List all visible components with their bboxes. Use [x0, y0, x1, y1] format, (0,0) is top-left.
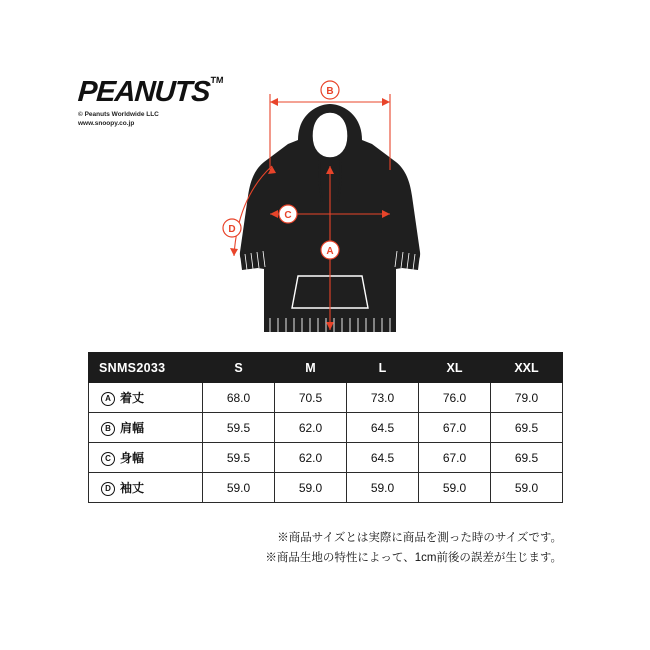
row-label-mihaba: [89, 443, 203, 473]
cell-d-xxl: 59.0: [491, 473, 563, 503]
trademark-mark: TM: [210, 75, 224, 85]
table-row: [89, 383, 563, 413]
table-header-row: [89, 353, 563, 383]
cell-c-m: 62.0: [275, 443, 347, 473]
row-label-text: 着丈: [120, 391, 145, 405]
product-code-cell: SNMS2033: [89, 353, 203, 383]
marker-b-icon: B: [101, 422, 115, 436]
cell-a-xxl: 79.0: [491, 383, 563, 413]
marker-a: [321, 241, 339, 259]
peanuts-logo: [76, 75, 224, 108]
row-label-text: 袖丈: [120, 481, 145, 495]
row-label-kitake: [89, 383, 203, 413]
cell-a-s: 68.0: [203, 383, 275, 413]
cell-d-m: 59.0: [275, 473, 347, 503]
cell-a-m: 70.5: [275, 383, 347, 413]
copyright-text: © Peanuts Worldwide LLC: [78, 111, 159, 118]
brand-block: [76, 75, 224, 129]
row-label-katahaba: [89, 413, 203, 443]
size-header-l: L: [347, 353, 419, 383]
cell-b-s: 59.5: [203, 413, 275, 443]
table-row: [89, 443, 563, 473]
note-line-1: ※商品サイズとは実際に商品を測った時のサイズです。: [277, 532, 562, 544]
cell-c-xl: 67.0: [419, 443, 491, 473]
cell-d-l: 59.0: [347, 473, 419, 503]
svg-text:D: D: [228, 224, 236, 235]
svg-text:C: C: [284, 210, 292, 221]
row-label-text: 肩幅: [120, 421, 145, 435]
marker-d-icon: D: [101, 482, 115, 496]
size-table: [88, 352, 563, 503]
cell-b-l: 64.5: [347, 413, 419, 443]
size-header-xl: XL: [419, 353, 491, 383]
brand-url-text: www.snoopy.co.jp: [78, 120, 135, 128]
cell-d-xl: 59.0: [419, 473, 491, 503]
cell-b-xl: 67.0: [419, 413, 491, 443]
marker-c-icon: C: [101, 452, 115, 466]
cell-a-l: 73.0: [347, 383, 419, 413]
notes-block: [142, 528, 562, 568]
svg-text:A: A: [326, 246, 334, 257]
cell-c-l: 64.5: [347, 443, 419, 473]
size-header-m: M: [275, 353, 347, 383]
row-label-sodetake: [89, 473, 203, 503]
size-table-wrapper: [88, 352, 562, 503]
table-row: [89, 473, 563, 503]
cell-c-s: 59.5: [203, 443, 275, 473]
row-label-text: 身幅: [120, 451, 145, 465]
hoodie-diagram: [200, 70, 460, 350]
brand-logo-text: PEANUTS: [76, 76, 211, 108]
cell-d-s: 59.0: [203, 473, 275, 503]
marker-c: [279, 205, 297, 223]
note-line-2: ※商品生地の特性によって、1cm前後の誤差が生じます。: [265, 552, 562, 565]
cell-a-xl: 76.0: [419, 383, 491, 413]
table-row: [89, 413, 563, 443]
cell-b-m: 62.0: [275, 413, 347, 443]
marker-d: [223, 219, 241, 237]
size-header-xxl: XXL: [491, 353, 563, 383]
cell-c-xxl: 69.5: [491, 443, 563, 473]
size-header-s: S: [203, 353, 275, 383]
svg-text:B: B: [326, 86, 334, 97]
cell-b-xxl: 69.5: [491, 413, 563, 443]
marker-b: [321, 81, 339, 99]
marker-a-icon: A: [101, 392, 115, 406]
